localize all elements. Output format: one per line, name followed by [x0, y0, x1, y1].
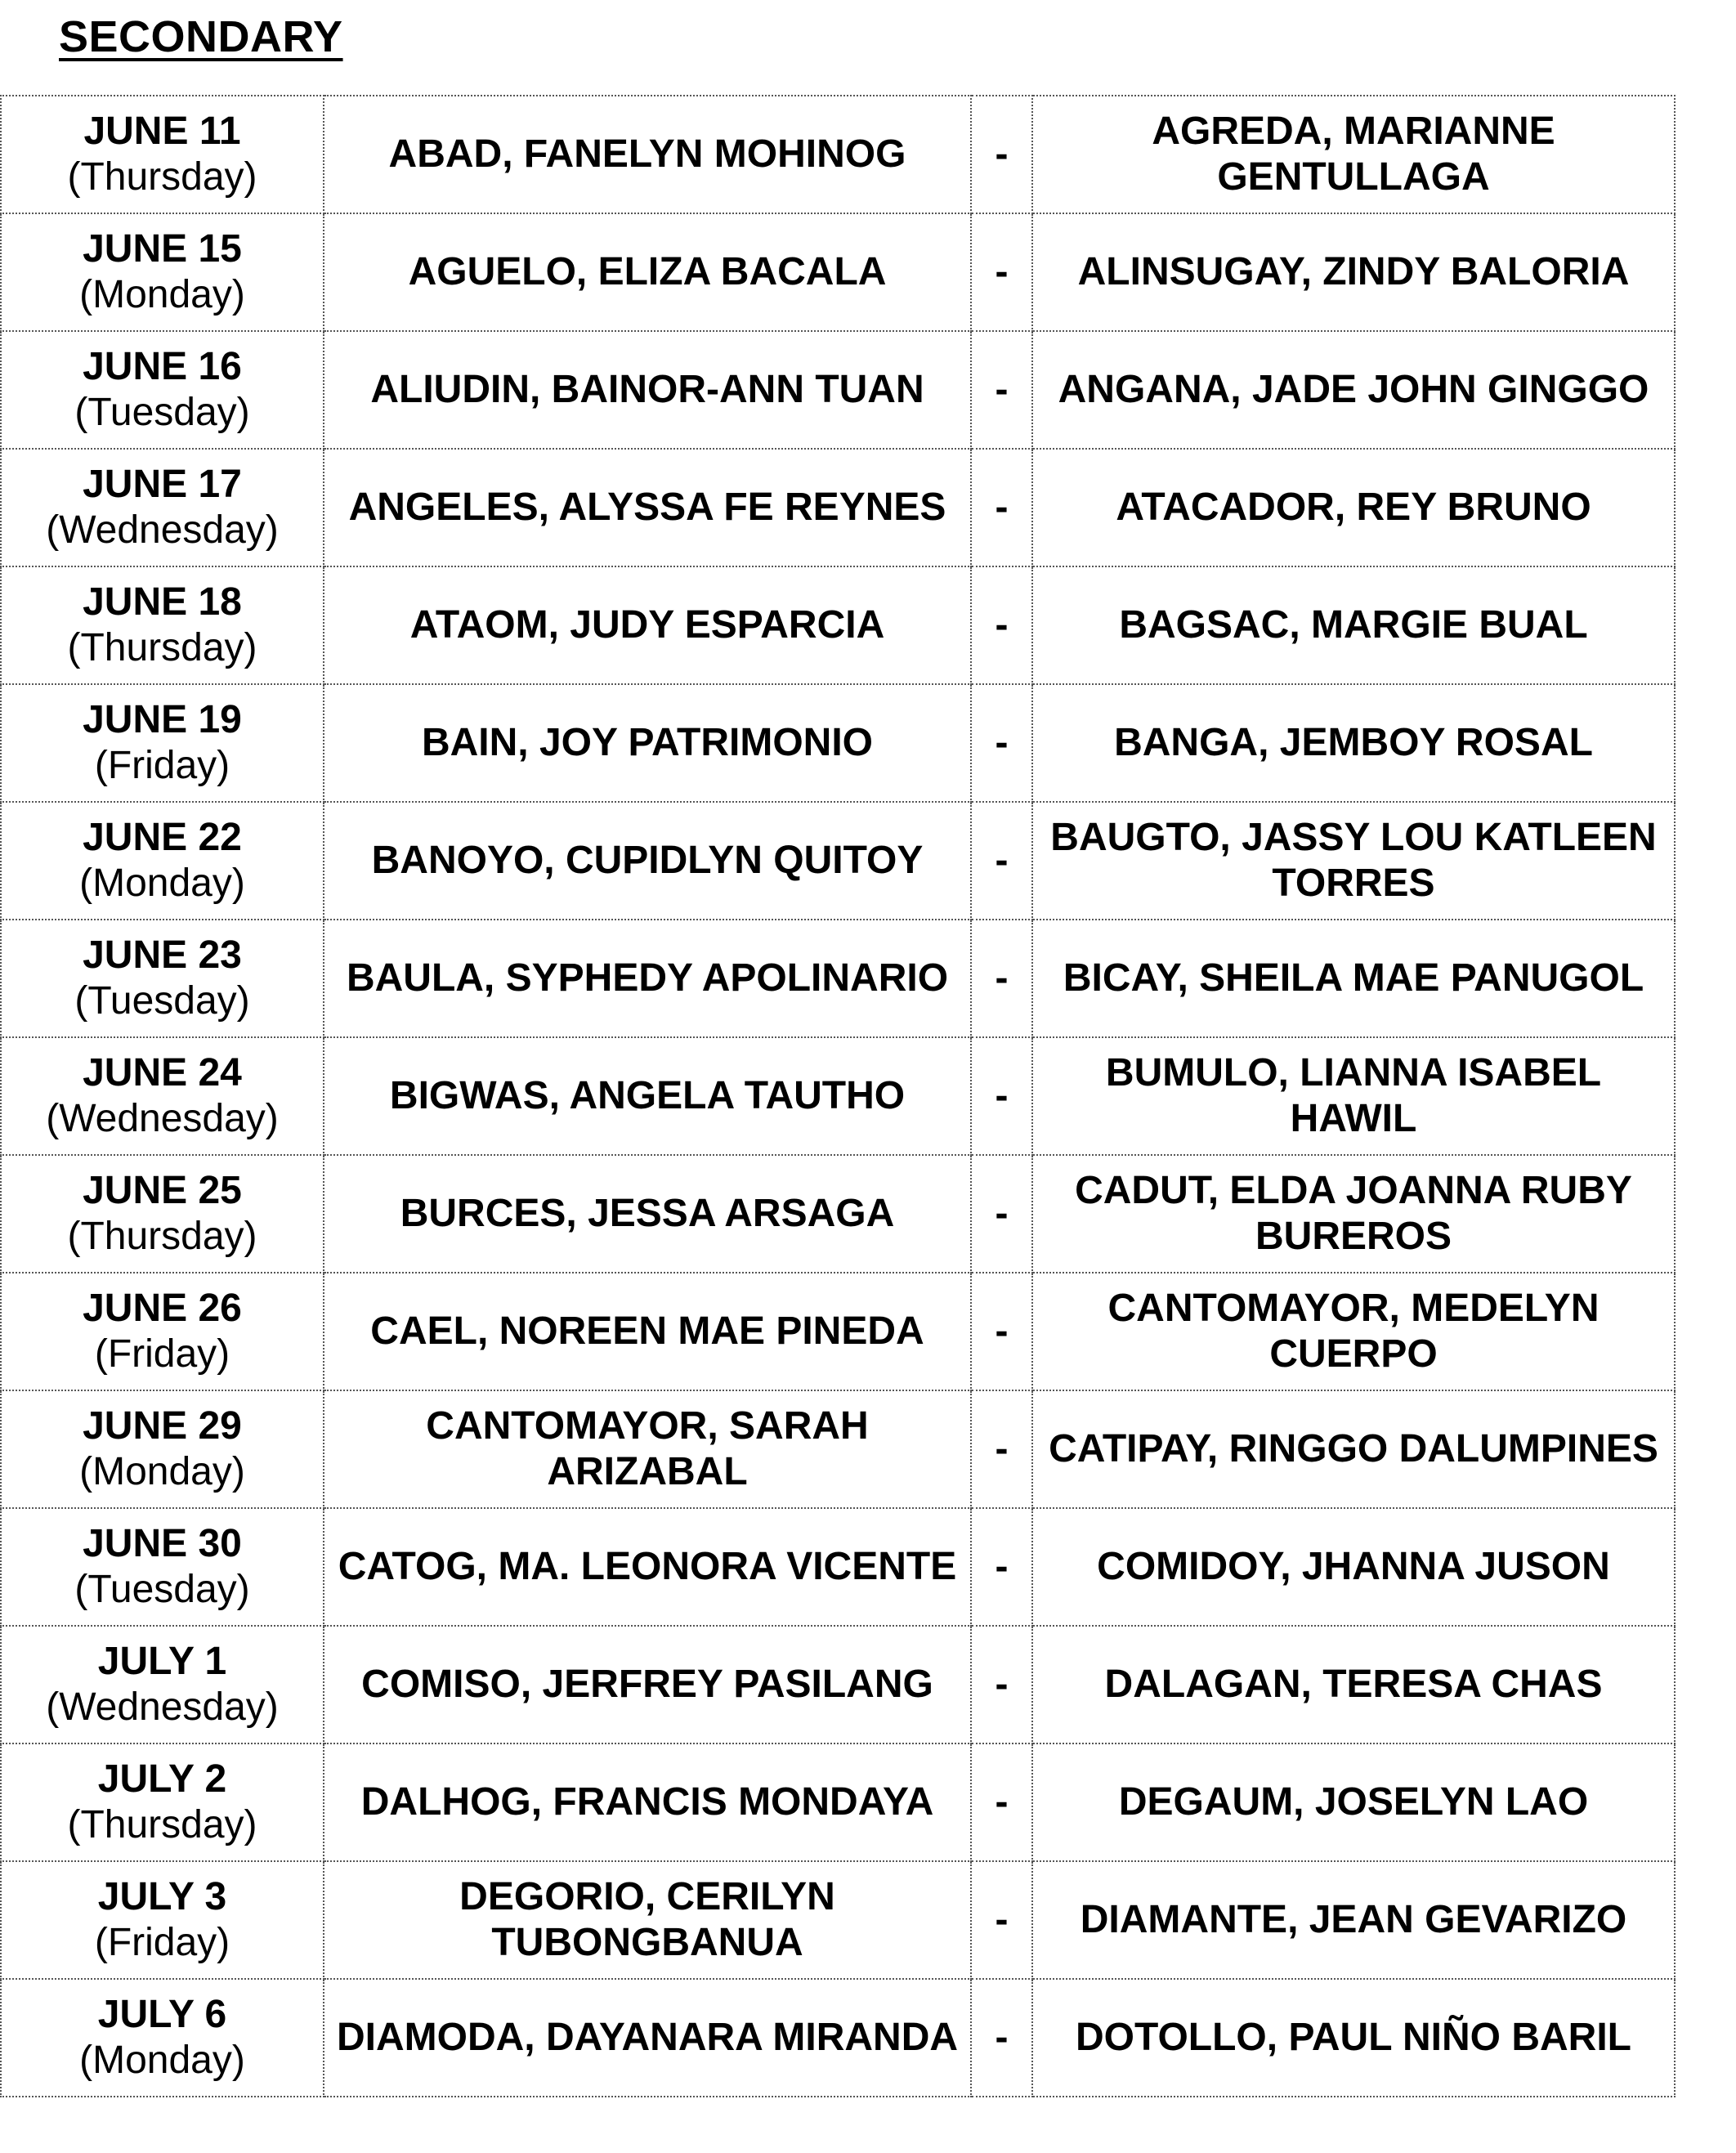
- range-end-name: DALAGAN, TERESA CHAS: [1032, 1626, 1675, 1743]
- range-start-name: BANOYO, CUPIDLYN QUITOY: [324, 802, 971, 920]
- range-end-name: ALINSUGAY, ZINDY BALORIA: [1032, 213, 1675, 331]
- range-start-name: DEGORIO, CERILYN TUBONGBANUA: [324, 1861, 971, 1979]
- table-row: [1, 1979, 1675, 2097]
- table-row: [1, 920, 1675, 1037]
- date-cell: [1, 96, 324, 213]
- range-end-name: DIAMANTE, JEAN GEVARIZO: [1032, 1861, 1675, 1979]
- range-start-name: COMISO, JERFREY PASILANG: [324, 1626, 971, 1743]
- date-label: JULY 3: [97, 1875, 227, 1918]
- range-end-name: BAUGTO, JASSY LOU KATLEEN TORRES: [1032, 802, 1675, 920]
- weekday-label: (Thursday): [67, 626, 257, 669]
- weekday-label: (Monday): [79, 273, 245, 316]
- range-start-name: CATOG, MA. LEONORA VICENTE: [324, 1508, 971, 1626]
- table-row: [1, 213, 1675, 331]
- date-cell: [1, 213, 324, 331]
- date-cell: [1, 684, 324, 802]
- weekday-label: (Friday): [94, 1332, 230, 1376]
- weekday-label: (Friday): [94, 1921, 230, 1964]
- range-end-name: BAGSAC, MARGIE BUAL: [1032, 566, 1675, 684]
- range-separator: -: [971, 1508, 1032, 1626]
- range-separator: -: [971, 802, 1032, 920]
- range-end-name: ANGANA, JADE JOHN GINGGO: [1032, 331, 1675, 449]
- weekday-label: (Wednesday): [46, 1097, 279, 1140]
- weekday-label: (Wednesday): [46, 508, 279, 552]
- range-end-name: AGREDA, MARIANNE GENTULLAGA: [1032, 96, 1675, 213]
- range-end-name: CADUT, ELDA JOANNA RUBY BUREROS: [1032, 1155, 1675, 1273]
- table-row: [1, 96, 1675, 213]
- date-cell: [1, 1508, 324, 1626]
- table-row: [1, 1390, 1675, 1508]
- date-cell: [1, 1037, 324, 1155]
- date-label: JUNE 26: [83, 1287, 242, 1330]
- range-separator: -: [971, 1390, 1032, 1508]
- date-cell: [1, 1743, 324, 1861]
- date-label: JUNE 18: [83, 580, 242, 624]
- date-label: JUNE 17: [83, 463, 242, 506]
- range-end-name: DEGAUM, JOSELYN LAO: [1032, 1743, 1675, 1861]
- date-label: JUNE 23: [83, 933, 242, 977]
- table-row: [1, 1037, 1675, 1155]
- range-separator: -: [971, 1273, 1032, 1390]
- section-heading: SECONDARY: [59, 12, 343, 61]
- range-separator: -: [971, 1155, 1032, 1273]
- date-cell: [1, 449, 324, 566]
- weekday-label: (Wednesday): [46, 1685, 279, 1729]
- table-row: [1, 1861, 1675, 1979]
- schedule-table: [0, 95, 1676, 2097]
- date-label: JULY 2: [97, 1757, 227, 1801]
- date-label: JUNE 16: [83, 345, 242, 388]
- table-row: [1, 331, 1675, 449]
- date-cell: [1, 1273, 324, 1390]
- range-separator: -: [971, 213, 1032, 331]
- range-separator: -: [971, 449, 1032, 566]
- table-row: [1, 684, 1675, 802]
- range-start-name: BURCES, JESSA ARSAGA: [324, 1155, 971, 1273]
- date-label: JULY 1: [97, 1640, 227, 1683]
- date-label: JUNE 29: [83, 1404, 242, 1448]
- weekday-label: (Tuesday): [74, 391, 250, 434]
- range-end-name: CATIPAY, RINGGO DALUMPINES: [1032, 1390, 1675, 1508]
- date-label: JUNE 25: [83, 1169, 242, 1212]
- date-cell: [1, 920, 324, 1037]
- range-separator: -: [971, 566, 1032, 684]
- weekday-label: (Thursday): [67, 1803, 257, 1846]
- weekday-label: (Monday): [79, 1450, 245, 1493]
- range-start-name: BIGWAS, ANGELA TAUTHO: [324, 1037, 971, 1155]
- range-start-name: AGUELO, ELIZA BACALA: [324, 213, 971, 331]
- range-end-name: ATACADOR, REY BRUNO: [1032, 449, 1675, 566]
- schedule-body: [1, 96, 1675, 2097]
- date-cell: [1, 1390, 324, 1508]
- date-label: JUNE 19: [83, 698, 242, 741]
- date-cell: [1, 1155, 324, 1273]
- date-label: JUNE 22: [83, 816, 242, 859]
- range-separator: -: [971, 684, 1032, 802]
- date-cell: [1, 802, 324, 920]
- date-label: JUNE 11: [83, 110, 241, 153]
- range-end-name: CANTOMAYOR, MEDELYN CUERPO: [1032, 1273, 1675, 1390]
- date-label: JUNE 24: [83, 1051, 242, 1094]
- weekday-label: (Monday): [79, 862, 245, 905]
- range-start-name: CAEL, NOREEN MAE PINEDA: [324, 1273, 971, 1390]
- range-start-name: BAIN, JOY PATRIMONIO: [324, 684, 971, 802]
- table-row: [1, 1508, 1675, 1626]
- weekday-label: (Friday): [94, 744, 230, 787]
- range-start-name: ALIUDIN, BAINOR-ANN TUAN: [324, 331, 971, 449]
- range-separator: -: [971, 331, 1032, 449]
- date-label: JUNE 30: [83, 1522, 242, 1565]
- weekday-label: (Thursday): [67, 155, 257, 199]
- range-separator: -: [971, 920, 1032, 1037]
- date-cell: [1, 1861, 324, 1979]
- date-label: JUNE 15: [83, 227, 242, 271]
- range-start-name: ABAD, FANELYN MOHINOG: [324, 96, 971, 213]
- range-separator: -: [971, 1861, 1032, 1979]
- table-row: [1, 1626, 1675, 1743]
- range-separator: -: [971, 96, 1032, 213]
- date-cell: [1, 1626, 324, 1743]
- range-separator: -: [971, 1626, 1032, 1743]
- range-start-name: DIAMODA, DAYANARA MIRANDA: [324, 1979, 971, 2097]
- range-start-name: CANTOMAYOR, SARAH ARIZABAL: [324, 1390, 971, 1508]
- range-end-name: BUMULO, LIANNA ISABEL HAWIL: [1032, 1037, 1675, 1155]
- table-row: [1, 566, 1675, 684]
- range-start-name: ATAOM, JUDY ESPARCIA: [324, 566, 971, 684]
- table-row: [1, 802, 1675, 920]
- table-row: [1, 1743, 1675, 1861]
- weekday-label: (Thursday): [67, 1215, 257, 1258]
- date-cell: [1, 1979, 324, 2097]
- table-row: [1, 449, 1675, 566]
- table-row: [1, 1155, 1675, 1273]
- date-label: JULY 6: [97, 1993, 227, 2036]
- range-start-name: BAULA, SYPHEDY APOLINARIO: [324, 920, 971, 1037]
- range-separator: -: [971, 1037, 1032, 1155]
- table-row: [1, 1273, 1675, 1390]
- date-cell: [1, 331, 324, 449]
- weekday-label: (Tuesday): [74, 979, 250, 1023]
- range-end-name: DOTOLLO, PAUL NIÑO BARIL: [1032, 1979, 1675, 2097]
- range-end-name: BICAY, SHEILA MAE PANUGOL: [1032, 920, 1675, 1037]
- range-separator: -: [971, 1743, 1032, 1861]
- range-start-name: DALHOG, FRANCIS MONDAYA: [324, 1743, 971, 1861]
- weekday-label: (Monday): [79, 2039, 245, 2082]
- range-end-name: BANGA, JEMBOY ROSAL: [1032, 684, 1675, 802]
- range-separator: -: [971, 1979, 1032, 2097]
- date-cell: [1, 566, 324, 684]
- range-end-name: COMIDOY, JHANNA JUSON: [1032, 1508, 1675, 1626]
- weekday-label: (Tuesday): [74, 1568, 250, 1611]
- range-start-name: ANGELES, ALYSSA FE REYNES: [324, 449, 971, 566]
